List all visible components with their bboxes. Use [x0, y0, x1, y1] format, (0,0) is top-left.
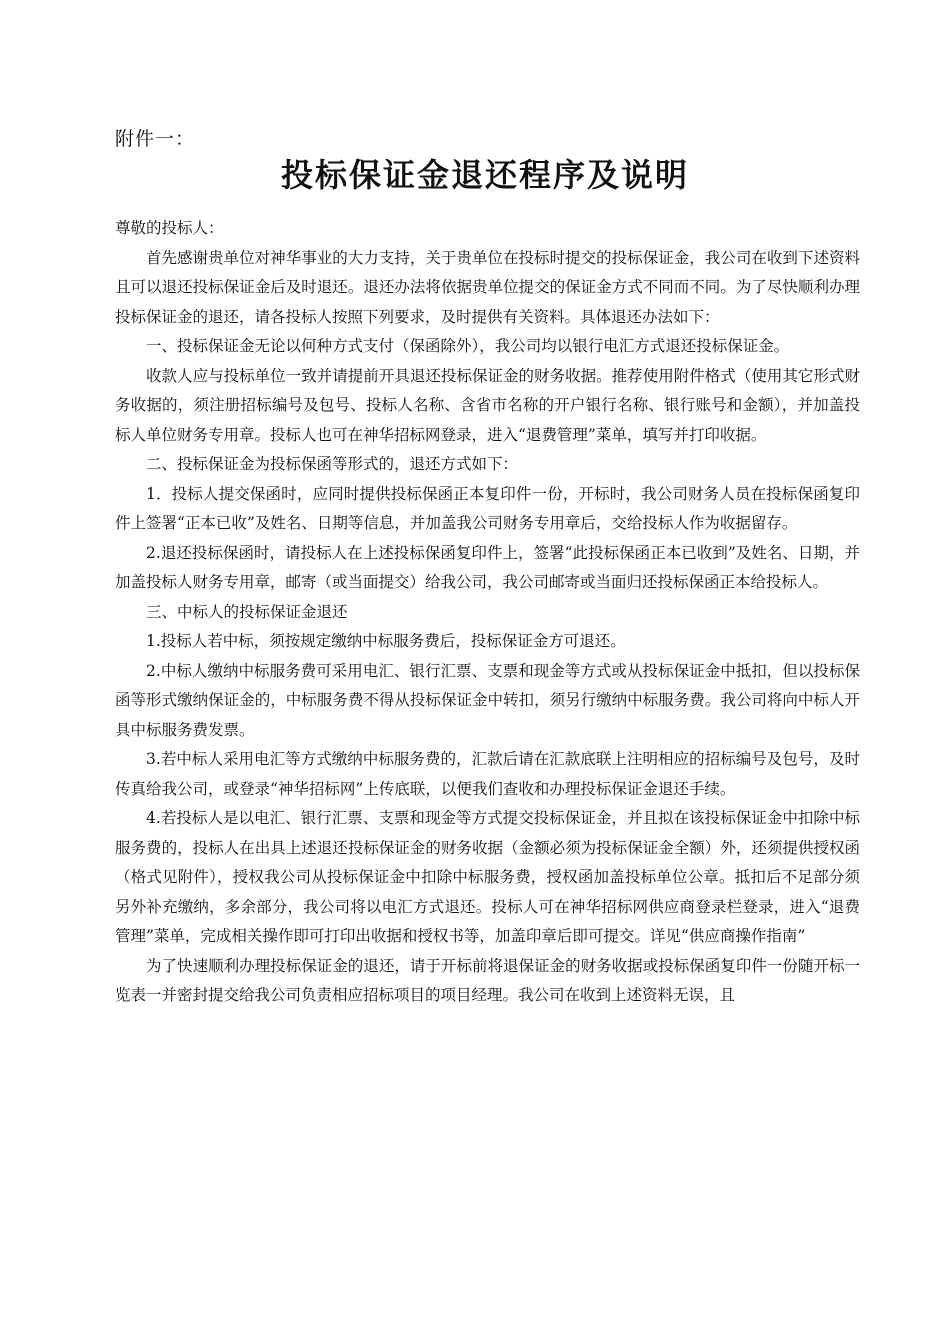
document-body: [115, 214, 860, 1011]
section-three-heading: 三、中标人的投标保证金退还: [146, 602, 348, 621]
paragraph-winner-2: 2.中标人缴纳中标服务费可采用电汇、银行汇票、支票和现金等方式或从投标保证金中抵扣，但以投标保函等形式缴纳保证金的，中标服务费不得从投标保证金中转扣，须另行缴纳中标服务费。我公司将向中标人开具中标服务费发票。: [115, 661, 860, 739]
paragraph-guarantee-2: 2.退还投标保函时，请投标人在上述投标保函复印件上，签署“此投标保函正本已收到”及姓名、日期，并加盖投标人财务专用章，邮寄（或当面提交）给我公司，我公司邮寄或当面归还投标保函正本给投标人。: [115, 543, 860, 591]
section-two-heading: 二、投标保证金为投标保函等形式的，退还方式如下：: [146, 455, 519, 473]
paragraph-guarantee-1: 1．投标人提交保函时，应同时提供投标保函正本复印件一份，开标时，我公司财务人员在投标保函复印件上签署“正本已收”及姓名、日期等信息，并加盖我公司财务专用章后，交给投标人作为收据留存。: [115, 484, 860, 532]
paragraph-receipt: 收款人应与投标单位一致并请提前开具退还投标保证金的财务收据。推荐使用附件格式（使用其它形式财务收据的，须注册招标编号及包号、投标人名称、含省市名称的开户银行名称、银行账号和金额），并加盖投标人单位财务专用章。投标人也可在神华招标网登录，进入“退费管理”菜单，填写并打印收据。: [115, 366, 860, 444]
paragraph-winner-1: 1.投标人若中标，须按规定缴纳中标服务费后，投标保证金方可退还。: [146, 632, 626, 650]
section-one-heading: 一、投标保证金无论以何种方式支付（保函除外），我公司均以银行电汇方式退还投标保证金。: [146, 337, 790, 355]
document-title: 投标保证金退还程序及说明: [280, 156, 689, 194]
paragraph-closing: 为了快速顺利办理投标保证金的退还，请于开标前将退保证金的财务收据或投标保函复印件一份随开标一览表一并密封提交给我公司负责相应招标项目的项目经理。我公司在收到上述资料无误，且: [115, 956, 860, 1004]
salutation: 尊敬的投标人：: [115, 219, 224, 237]
paragraph-winner-4: 4.若投标人是以电汇、银行汇票、支票和现金等方式提交投标保证金，并且拟在该投标保证金中扣除中标服务费的，投标人在出具上述退还投标保证金的财务收据（金额必须为投标保证金全额）外，还须提供授权函（格式见附件），授权我公司从投标保证金中扣除中标服务费，授权函加盖投标单位公章。抵扣后不足部分须另外补充缴纳，多余部分，我公司将以电汇方式退还。投标人可在神华招标网供应商登录栏登录，进入“退费管理”菜单，完成相关操作即可打印出收据和授权书等，加盖印章后即可提交。详见“供应商操作指南”: [115, 809, 860, 945]
attachment-label: 附件一：: [115, 128, 196, 150]
paragraph-intro: 首先感谢贵单位对神华事业的大力支持，关于贵单位在投标时提交的投标保证金，我公司在收到下述资料且可以退还投标保证金后及时退还。退还办法将依据贵单位提交的保证金方式不同而不同。为了尽快顺利办理投标保证金的退还，请各投标人按照下列要求，及时提供有关资料。具体退还办法如下：: [115, 248, 860, 326]
paragraph-winner-3: 3.若中标人采用电汇等方式缴纳中标服务费的，汇款后请在汇款底联上注明相应的招标编号及包号，及时传真给我公司，或登录“神华招标网”上传底联，以便我们查收和办理投标保证金退还手续。: [115, 750, 860, 798]
